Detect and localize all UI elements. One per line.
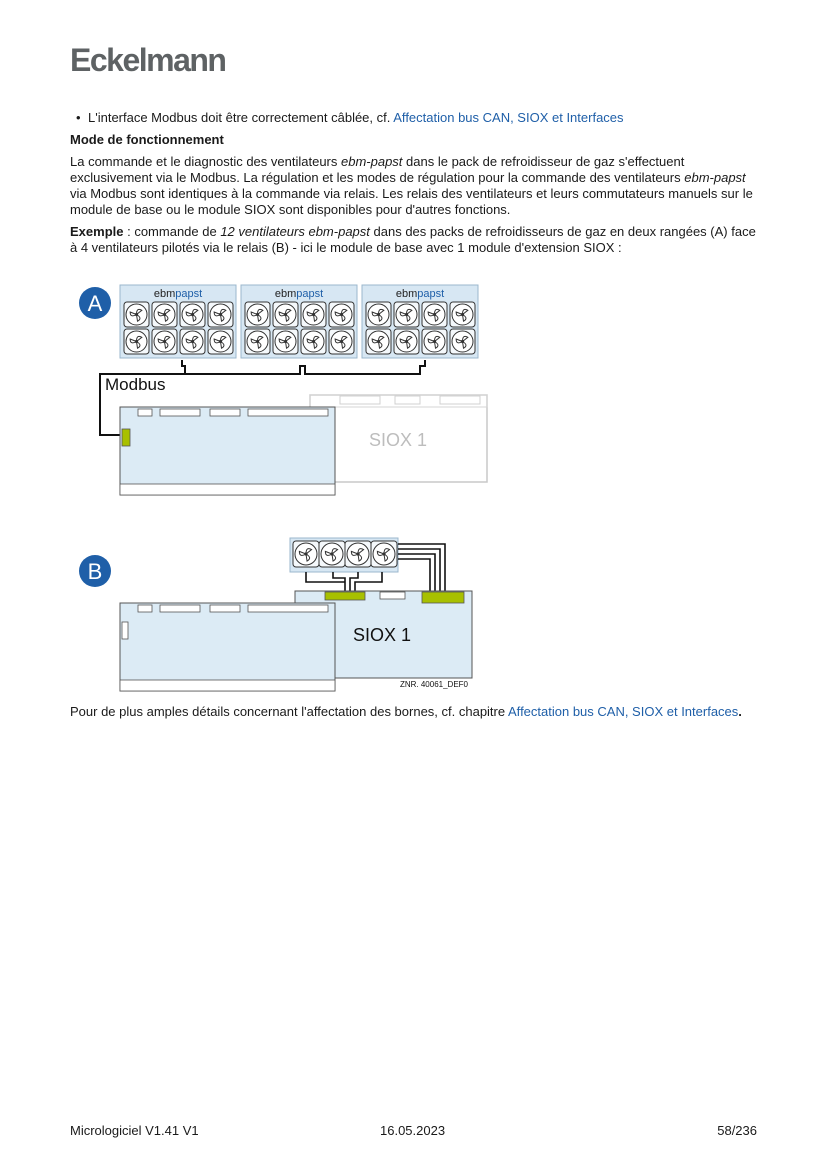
more-details-text: Pour de plus amples détails concernant l'affectation des bornes, cf. chapitre	[70, 704, 509, 719]
bullet-item	[70, 110, 760, 126]
fan-icon	[366, 302, 391, 327]
footer-software: Micrologiciel V1.41 V1	[70, 1123, 199, 1138]
fan-icon	[394, 329, 419, 354]
fan-icon	[124, 302, 149, 327]
brand-papst: papst	[296, 288, 324, 300]
bullet-text: L'interface Modbus doit être correctement câblée, cf.	[88, 110, 394, 125]
modbus-cable	[182, 360, 425, 374]
fan-icon	[345, 541, 371, 567]
svg-text:ebmpapst	[396, 288, 444, 300]
fan-icon	[329, 302, 354, 327]
brand-papst: papst	[417, 288, 445, 300]
fan-icon	[301, 302, 326, 327]
base-module-a	[120, 407, 335, 495]
example-label: Exemple	[70, 224, 124, 239]
example-text-b: dans des packs de refroidisseurs de gaz en deux rangées (A) face à 4 ventilateurs pilotés via le relais (B) - ici le module de base avec 1 module d'extension SIOX :	[70, 224, 756, 255]
fan-icon	[319, 541, 345, 567]
fan-icons-row-b	[293, 541, 397, 567]
section-title: Mode de fonctionnement	[70, 132, 224, 147]
eckelmann-logo: Eckelmann	[70, 42, 226, 78]
fan-icon	[293, 541, 319, 567]
fan-icon	[422, 329, 447, 354]
fan-icon	[273, 329, 298, 354]
more-details-suffix: .	[738, 704, 742, 719]
base-module-b	[120, 603, 335, 691]
brand-ebm: ebm	[395, 288, 418, 300]
footer-page-number: 58/236	[717, 1123, 757, 1138]
wiring-diagram	[70, 282, 490, 692]
siox-label-a: SIOX 1	[368, 430, 428, 450]
modbus-connector-a	[122, 429, 130, 446]
fan-icon	[371, 541, 397, 567]
modbus-label: Modbus	[105, 375, 166, 394]
brand-papst: papst	[175, 288, 203, 300]
fan-icon	[245, 329, 270, 354]
brand-ebm: ebm	[153, 288, 176, 300]
para1-emphasis-1: ebm-papst	[341, 154, 403, 169]
badge-a-label: A	[87, 291, 103, 316]
fan-icon	[394, 302, 419, 327]
paragraph-example	[70, 224, 760, 256]
example-emphasis: 12 ventilateurs ebm-papst	[220, 224, 370, 239]
link-affectation-bus-chapter[interactable]: Affectation bus CAN, SIOX et Interfaces	[508, 704, 739, 719]
fan-icon	[245, 302, 270, 327]
siox-label-b: SIOX 1	[352, 625, 412, 645]
paragraph-operation	[70, 154, 760, 218]
para1-text-c: via Modbus sont identiques à la commande via relais. Les relais des ventilateurs et leurs commutateurs manuels sur le module de base ou le module SIOX sont disponibles pour d'autres fonctions.	[70, 186, 753, 217]
fan-icon	[450, 329, 475, 354]
example-text-a: : commande de	[123, 224, 221, 239]
svg-text:ebmpapst	[154, 288, 202, 300]
fan-icon	[180, 302, 205, 327]
fan-icon	[450, 302, 475, 327]
footer-date: 16.05.2023	[380, 1123, 446, 1138]
fan-icon	[152, 302, 177, 327]
fan-icon	[152, 329, 177, 354]
fan-icon	[422, 302, 447, 327]
para1-text-b: dans le pack de refroidisseur de gaz s'effectuent exclusivement via le Modbus. La régulation et les modes de régulation pour la commande des ventilateurs	[70, 154, 685, 185]
badge-b-label: B	[87, 559, 103, 584]
fan-icon	[208, 302, 233, 327]
fan-icon	[273, 302, 298, 327]
fan-icon	[180, 329, 205, 354]
main-content	[70, 110, 760, 262]
para1-emphasis-2: ebm-papst	[684, 170, 746, 185]
paragraph-more-details	[70, 703, 760, 720]
brand-ebm: ebm	[274, 288, 297, 300]
fan-icon	[301, 329, 326, 354]
fan-icon	[208, 329, 233, 354]
svg-text:ebmpapst	[275, 288, 323, 300]
siox-module-a	[310, 395, 487, 482]
para1-text-a: La commande et le diagnostic des ventilateurs	[70, 154, 341, 169]
fan-icon	[329, 329, 354, 354]
bullet-dot-icon: •	[76, 110, 81, 125]
fan-icon	[366, 329, 391, 354]
fan-icon	[124, 329, 149, 354]
figure-id: ZNR. 40061_DEF0	[399, 680, 468, 689]
link-affectation-bus[interactable]: Affectation bus CAN, SIOX et Interfaces	[393, 110, 624, 125]
